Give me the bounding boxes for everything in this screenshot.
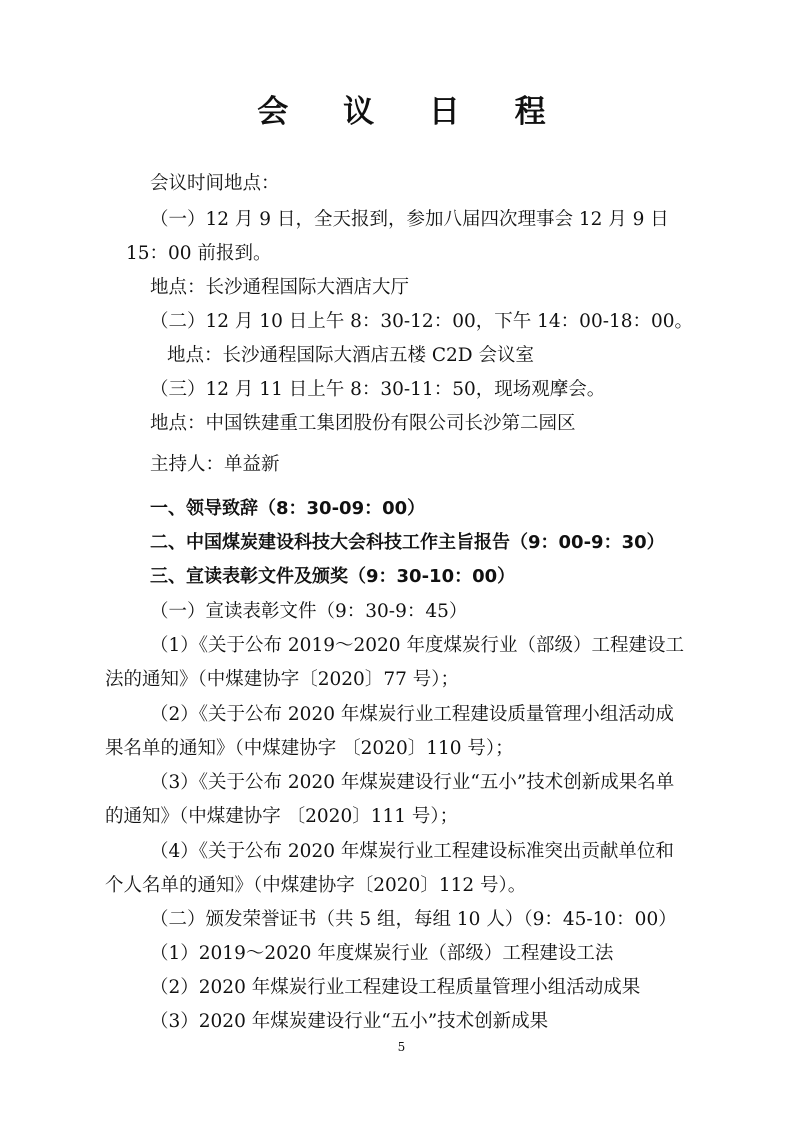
doc-1-line1: （1）《关于公布 2019～2020 年度煤炭行业（部级）工程建设工	[150, 635, 684, 656]
doc-3-line1: （3）《关于公布 2020 年煤炭建设行业“五小”技术创新成果名单	[150, 772, 675, 793]
location-3: 地点：中国铁建重工集团股份有限公司长沙第二园区	[150, 413, 576, 434]
page-number: 5	[397, 1040, 406, 1054]
doc-3-line2: 的通知》（中煤建协字 〔2020〕111 号）；	[105, 806, 459, 827]
host: 主持人：单益新	[150, 454, 280, 475]
award-1: （1）2019～2020 年度煤炭行业（部级）工程建设工法	[150, 943, 614, 964]
agenda-1: 一、领导致辞（8：30-09：00）	[150, 498, 426, 519]
schedule-day2: （二）12 月 10 日上午 8：30-12：00，下午 14：00-18：00。	[150, 311, 694, 332]
agenda-3-1: （一）宣读表彰文件（9：30-9：45）	[150, 601, 468, 622]
doc-4-line2: 个人名单的通知》（中煤建协字〔2020〕112 号）。	[105, 875, 527, 896]
doc-2-line2: 果名单的通知》（中煤建协字 〔2020〕110 号）；	[105, 738, 514, 759]
award-2: （2）2020 年煤炭行业工程建设工程质量管理小组活动成果	[150, 977, 641, 998]
award-3: （3）2020 年煤炭建设行业“五小”技术创新成果	[150, 1011, 549, 1032]
location-1: 地点：长沙通程国际大酒店大厅	[150, 277, 410, 298]
page-title: 会 议 日 程	[257, 94, 568, 130]
location-2: 地点：长沙通程国际大酒店五楼 C2D 会议室	[167, 345, 535, 366]
doc-4-line1: （4）《关于公布 2020 年煤炭行业工程建设标准突出贡献单位和	[150, 841, 674, 862]
schedule-day1: （一）12 月 9 日，全天报到，参加八届四次理事会 12 月 9 日	[150, 209, 669, 230]
agenda-3-2: （二）颁发荣誉证书（共 5 组，每组 10 人）（9：45-10：00）	[150, 909, 677, 930]
schedule-day1-cont: 15：00 前报到。	[126, 243, 272, 264]
doc-2-line1: （2）《关于公布 2020 年煤炭行业工程建设质量管理小组活动成	[150, 704, 674, 725]
doc-1-line2: 法的通知》（中煤建协字〔2020〕77 号）；	[105, 669, 460, 690]
agenda-2: 二、中国煤炭建设科技大会科技工作主旨报告（9：00-9：30）	[150, 532, 665, 553]
schedule-day3: （三）12 月 11 日上午 8：30-11：50，现场观摩会。	[150, 379, 606, 400]
meeting-time-place-heading: 会议时间地点：	[150, 173, 280, 194]
agenda-3: 三、宣读表彰文件及颁奖（9：30-10：00）	[150, 566, 516, 587]
